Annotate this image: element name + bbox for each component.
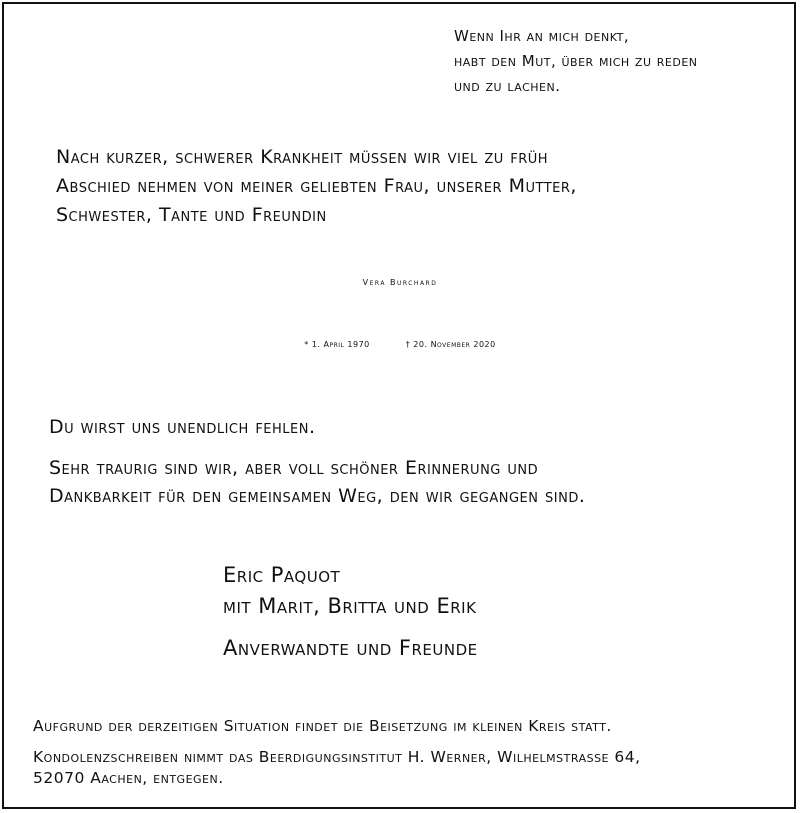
message-line-1: Du wirst uns unendlich fehlen. (49, 416, 316, 438)
notice-border (2, 2, 796, 809)
deceased-name: Vera Burchard (362, 278, 438, 287)
life-dates (0, 340, 800, 349)
intro-line-1: Nach kurzer, schwerer Krankheit müssen wir viel zu früh (56, 146, 549, 168)
intro-line-2: Abschied nehmen von meiner geliebten Frau, unserer Mutter, (56, 175, 577, 197)
motto-line-3: und zu lachen. (454, 77, 561, 95)
motto-line-1: Wenn Ihr an mich denkt, (454, 27, 630, 45)
signatory-children: mit Marit, Britta und Erik (223, 594, 477, 618)
signatory-relatives: Anverwandte und Freunde (223, 636, 478, 660)
message-line-2: Sehr traurig sind wir, aber voll schöner Erinnerung und (49, 457, 539, 479)
footer-line-3: 52070 Aachen, entgegen. (33, 769, 224, 787)
birth-date: * 1. April 1970 (304, 340, 370, 349)
footer-line-1: Aufgrund der derzeitigen Situation findet die Beisetzung im kleinen Kreis statt. (33, 717, 612, 735)
intro-line-3: Schwester, Tante und Freundin (56, 204, 327, 226)
motto-line-2: habt den Mut, über mich zu reden (454, 52, 698, 70)
signatory-main: Eric Paquot (223, 563, 341, 587)
message-line-3: Dankbarkeit für den gemeinsamen Weg, den wir gegangen sind. (49, 485, 586, 507)
death-date: † 20. November 2020 (405, 340, 496, 349)
footer-line-2: Kondolenzschreiben nimmt das Beerdigungsinstitut H. Werner, Wilhelmstrasse 64, (33, 748, 641, 766)
